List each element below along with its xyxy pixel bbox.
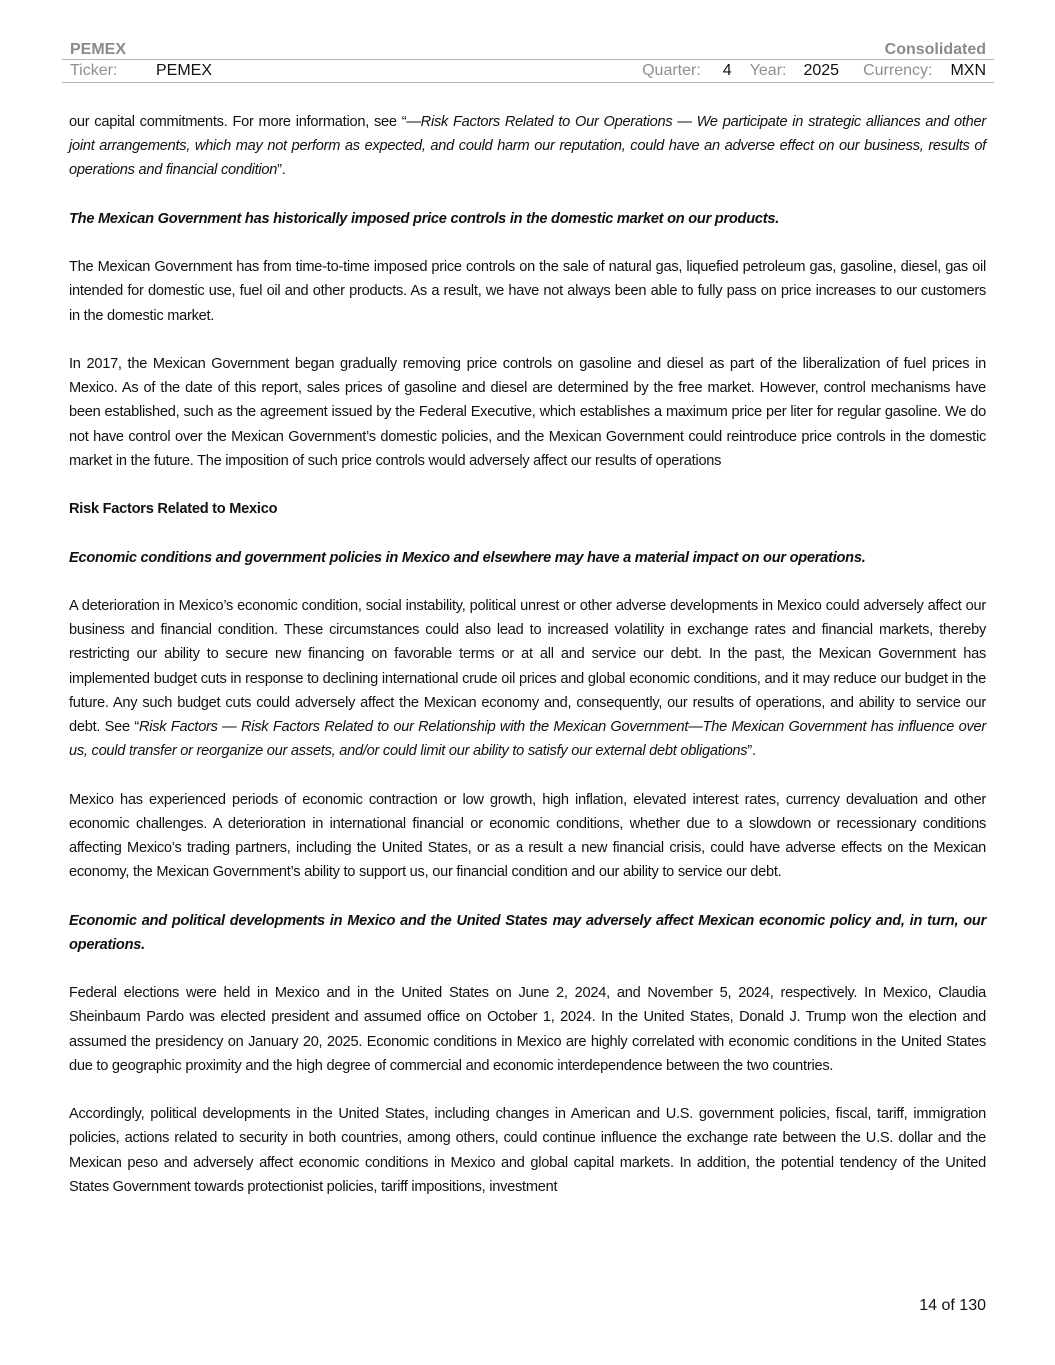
- quarter-value: 4: [722, 62, 732, 79]
- ticker-value: PEMEX: [156, 62, 213, 79]
- paragraph-deterioration: [69, 594, 986, 763]
- paragraph-text: ”.: [747, 743, 756, 760]
- paragraph-text: A deterioration in Mexico’s economic condition, social instability, political unrest or other adverse developments in Mexico could adversely affect our business and financial condition. These circumstances could also lead to increased volatility in exchange rates and financial markets, thereby restricting our ability to secure new financing on favorable terms or at all and service our debt. In the past, the Mexican Government has implemented budget cuts in response to declining international crude oil prices and global economic conditions, and it may reduce our budget in the future. Any such budget cuts could adversely affect the Mexican economy and, consequently, our results of operations, and ability to service our debt. See “: [69, 597, 986, 735]
- risk-heading-price-controls: The Mexican Government has historically imposed price controls in the domestic market on our products.: [69, 210, 780, 227]
- cross-reference: —Risk Factors Related to Our Operations — We participate in strategic alliances and other joint arrangements, which may not perform as expected, and could harm our reputation, could have an adverse effect on our business, results of operations and financial condition: [69, 114, 986, 179]
- section-heading-mexico: Risk Factors Related to Mexico: [69, 501, 278, 518]
- paragraph-text: our capital commitments. For more information, see “: [69, 114, 407, 130]
- year-value: 2025: [803, 62, 840, 79]
- risk-heading-economic-conditions: Economic conditions and government policies in Mexico and elsewhere may have a material impact on our operations.: [69, 549, 866, 566]
- document-body: [69, 110, 986, 1199]
- paragraph-capital-commitments: [69, 110, 986, 183]
- paragraph-price-controls: The Mexican Government has from time-to-time imposed price controls on the sale of natural gas, liquefied petroleum gas, gasoline, diesel, gas oil intended for domestic use, fuel oil and other products. As a result, we have not always been able to fully pass on price increases to our customers in the domestic market.: [69, 259, 986, 324]
- paragraph-text: ”.: [277, 162, 286, 179]
- header-meta-row: [62, 59, 994, 83]
- page-number: 14 of 130: [919, 1297, 986, 1314]
- year-label: Year:: [749, 62, 787, 79]
- paragraph-liberalization: In 2017, the Mexican Government began gradually removing price controls on gasoline and diesel as part of the liberalization of fuel prices in Mexico. As of the date of this report, sales prices of gasoline and diesel are determined by the free market. However, control mechanisms have been established, such as the agreement issued by the Federal Executive, which establishes a maximum price per liter for regular gasoline. We do not have control over the Mexican Government’s domestic policies, and the Mexican Government could reintroduce price controls in the domestic market in the future. The imposition of such price controls would adversely affect our results of operations: [69, 355, 986, 469]
- report-header: [62, 36, 994, 83]
- ticker-label: Ticker:: [70, 62, 118, 79]
- currency-value: MXN: [950, 62, 986, 79]
- paragraph-us-developments: Accordingly, political developments in the United States, including changes in American and U.S. government policies, fiscal, tariff, immigration policies, actions related to security in both countries, among others, could continue influence the exchange rate between the U.S. dollar and the Mexican peso and adversely affect economic conditions in Mexico and global capital markets. In addition, the potential tendency of the United States Government towards protectionist policies, tariff impositions, investment: [69, 1106, 986, 1195]
- risk-heading-political-developments: Economic and political developments in Mexico and the United States may adversely affect Mexican economic policy and, in turn, our operations.: [69, 912, 986, 953]
- report-type: Consolidated: [884, 41, 986, 58]
- quarter-label: Quarter:: [642, 62, 701, 79]
- paragraph-economic-contraction: Mexico has experienced periods of economic contraction or low growth, high inflation, elevated interest rates, currency devaluation and other economic challenges. A deterioration in international financial or economic conditions, whether due to a slowdown or recessionary conditions affecting Mexico’s trading partners, including the United States, or as a result a new financial crisis, could have adverse effects on the Mexican economy, the Mexican Government’s ability to support us, our financial condition and our ability to service our debt.: [69, 791, 986, 881]
- company-name: PEMEX: [70, 41, 127, 58]
- currency-label: Currency:: [863, 62, 933, 79]
- paragraph-federal-elections: Federal elections were held in Mexico and in the United States on June 2, 2024, and November 5, 2024, respectively. In Mexico, Claudia Sheinbaum Pardo was elected president and assumed office on October 1, 2024. In the United States, Donald J. Trump won the election and assumed the presidency on January 20, 2025. Economic conditions in Mexico are highly correlated with economic conditions in the United States due to geographic proximity and the high degree of commercial and economic interdependence between the two countries.: [69, 985, 986, 1074]
- header-title-row: [62, 36, 994, 59]
- cross-reference: Risk Factors — Risk Factors Related to our Relationship with the Mexican Government—The Mexican Government has influence over us, could transfer or reorganize our assets, and/or could limit our ability to satisfy our external debt obligations: [69, 718, 986, 760]
